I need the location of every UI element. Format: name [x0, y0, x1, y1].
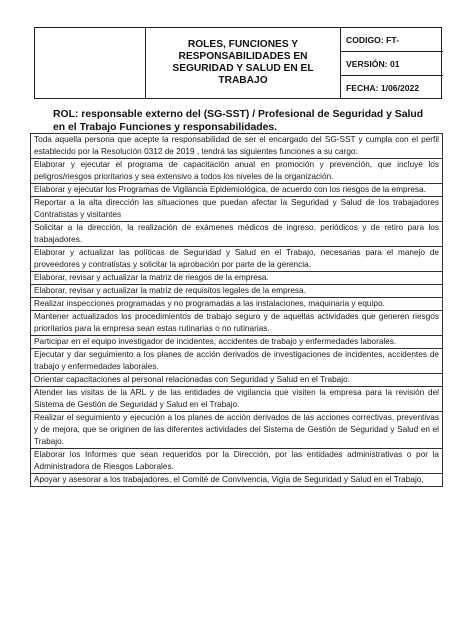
duty-row: Ejecutar y dar seguimiento a los planes de acción derivados de investigaciones de incidentes, accidentes de trabajo y enfermedades laborales.	[31, 349, 442, 374]
duty-row: Orientar capacitaciones al personal relacionadas con Seguridad y Salud en el Trabajo.	[31, 374, 442, 387]
duty-row: Realizar inspecciones programadas y no programadas a las instalaciones, maquinaria y equipo.	[31, 298, 442, 311]
fecha-value: 1/06/2022	[380, 83, 420, 93]
codigo-value: FT-	[386, 35, 399, 45]
duty-row: Participar en el equipo investigador de incidentes, accidentes de trabajo y enfermedades laborales.	[31, 336, 442, 349]
duty-row: Elaborar los Informes que sean requeridos por la Dirección, por las entidades administrativas o por la Administradora de Riesgos Laborales.	[31, 449, 442, 474]
duty-row: Realizar el seguimiento y ejecución a los planes de acción derivados de las acciones correctivas, preventivas y de mejora, que se originen de las diferentes actividades del Sistema de Gestión de Seguridad y Salud en el Trabajo.	[31, 412, 442, 449]
logo-cell	[35, 28, 146, 98]
duty-row: Elaborar y actualizar las políticas de Seguridad y Salud en el Trabajo, necesarias para el manejo de proveedores y contratistas y solicitar la aprobación por parte de la gerencia.	[31, 247, 442, 272]
version-value: 01	[389, 59, 400, 69]
duty-row: Apoyar y asesorar a los trabajadores, el Comité de Convivencia, Vigía de Seguridad y Salud en el Trabajo,	[34, 475, 424, 484]
codigo-row	[341, 28, 443, 52]
codigo-label: CODIGO:	[346, 35, 384, 45]
document-header	[34, 27, 442, 99]
duty-row: Mantener actualizados los procedimientos de trabajo seguro y de aquellas actividades que generen riesgos prioritarios para la empresa sean estas rutinarias o no rutinarias.	[31, 311, 442, 336]
duty-row: Elaborar, revisar y actualizar la matriz de requisitos legales de la empresa.	[31, 285, 442, 298]
fecha-row	[341, 76, 443, 100]
duty-row: Reportar a la alta dirección las situaciones que puedan afectar la Seguridad y Salud de los trabajadores Contratistas y visitantes	[31, 197, 442, 222]
duties-table	[30, 133, 443, 487]
duty-row: Elaborar y ejecutar el programa de capacitación anual en promoción y prevención, que incluye los peligros/riesgos prioritarios y sea extensivo a todos los niveles de la organización.	[31, 159, 442, 184]
duty-row: Atender las visitas de la ARL y de las entidades de vigilancia que visiten la empresa para la revisión del Sistema de Gestión de Seguridad y Salud en el Trabajo.	[31, 387, 442, 412]
duty-row: Solicitar a la dirección, la realización de exámenes médicos de ingreso, periódicos y de retiro para los trabajadores.	[31, 222, 442, 247]
document-title: ROLES, FUNCIONES Y RESPONSABILIDADES EN SEGURIDAD Y SALUD EN EL TRABAJO	[146, 28, 341, 98]
role-heading: ROL: responsable externo del (SG-SST) / Profesional de Seguridad y Salud en el Trabajo Funciones y responsabilidades.	[53, 109, 424, 133]
duty-row: Elaborar, revisar y actualizar la matriz de riesgos de la empresa.	[31, 272, 442, 285]
fecha-label: FECHA:	[346, 83, 379, 93]
duty-row: Elaborar y ejecutar los Programas de Vigilancia Epidemiológica, de acuerdo con los riesgos de la empresa.	[31, 184, 442, 197]
version-label: VERSIÓN:	[346, 59, 388, 69]
document-meta	[341, 28, 443, 98]
duty-row: Toda aquella persona que acepte la responsabilidad de ser el encargado del SG-SST y cumpla con el perfil establecido por la Resolución 0312 de 2019 , tendrá las siguientes funciones a su cargo:	[31, 134, 442, 159]
version-row	[341, 52, 443, 76]
